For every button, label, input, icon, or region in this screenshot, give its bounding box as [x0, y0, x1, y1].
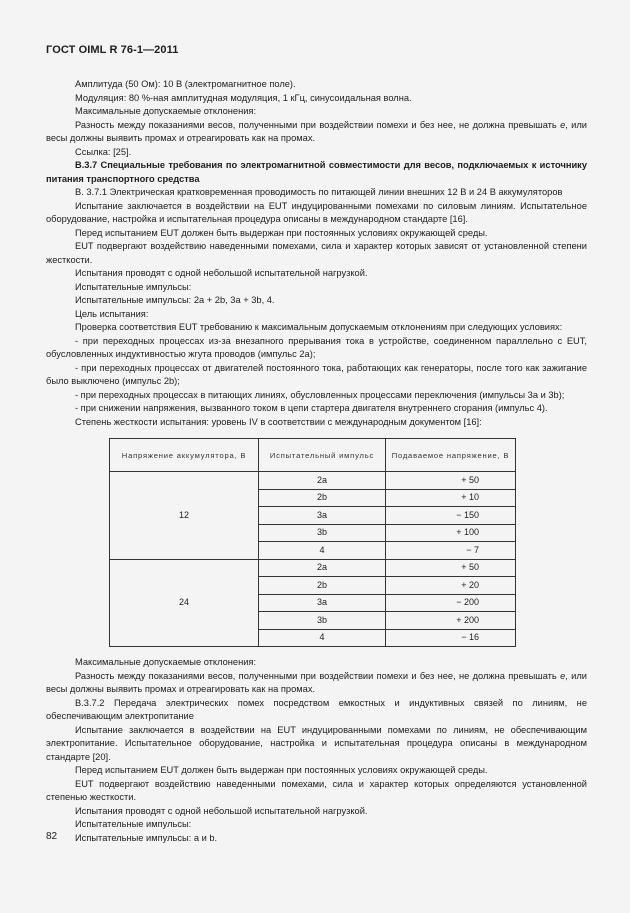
pulse-cell: 4 — [259, 629, 386, 647]
max-deviation-label: Максимальные допускаемые отклонения: — [75, 106, 257, 116]
preconditioning-2: Перед испытанием EUT должен быть выдержан при постоянных условиях окружающей среды. — [75, 765, 488, 775]
pulse-cell: 3a — [259, 507, 386, 525]
pulses-label-2: Испытательные импульсы: — [75, 819, 192, 829]
max-deviation-label-2: Максимальные допускаемые отклонения: — [75, 657, 257, 667]
test-description-2: Испытание заключается в воздействии на EUT индуцированными помехами по линиям, не обеспечивающим электропитание. Испытательное оборудование, настройка и испытательная процедура описаны в международном стандарте [20]. — [46, 724, 587, 762]
page-number: 82 — [46, 831, 58, 842]
voltage-cell: + 10 — [386, 489, 516, 507]
bullet-item: - при переходных процессах из-за внезапного прерывания тока в устройстве, соединенном параллельно с EUT, обусловленных индуктивностью жгута проводов (импульс 2a); — [46, 335, 587, 359]
pulse-cell: 3b — [259, 612, 386, 630]
load-1: Испытания проводят с одной небольшой испытательной нагрузкой. — [75, 268, 368, 278]
amplitude-line: Амплитуда (50 Ом): 10 В (электромагнитное поле). — [75, 79, 296, 89]
document-body — [46, 78, 587, 845]
voltage-cell: + 20 — [386, 577, 516, 595]
voltage-cell: − 7 — [386, 542, 516, 560]
table-row — [110, 472, 516, 490]
voltage-cell: + 50 — [386, 472, 516, 490]
voltage-cell: − 150 — [386, 507, 516, 525]
header-test-pulse: Испытательный импульс — [259, 439, 386, 472]
pulse-cell: 4 — [259, 542, 386, 560]
difference-paragraph-2: Разность между показаниями весов, полученными при воздействии помехи и без нее, не должна превышать e, или весы должны выявить промах и отреагировать как на промах. — [46, 670, 587, 694]
test-description-1: Испытание заключается в воздействии на EUT индуцированными помехами по силовым линиям. Испытательное оборудование, настройка и испытательная процедура описаны в международном стандарте [16]. — [46, 200, 587, 224]
bullet-item: - при снижении напряжения, вызванного током в цепи стартера двигателя внутреннего сгорания (импульс 4). — [75, 403, 548, 413]
document-header: ГОСТ OIML R 76-1—2011 — [46, 44, 179, 56]
section-b372-title: B.3.7.2 Передача электрических помех посредством емкостных и индуктивных связей по линиям, не обеспечивающим электропитание — [46, 697, 587, 721]
section-b37-title: B.3.7 Специальные требования по электромагнитной совместимости для весов, подключаемых к источнику питания транспортного средства — [46, 160, 587, 184]
bullet-item: - при переходных процессах от двигателей постоянного тока, работающих как генераторы, после того как зажигание было выключено (импульс 2b); — [46, 362, 587, 386]
pulse-cell: 2a — [259, 559, 386, 577]
battery-voltage-cell: 12 — [110, 472, 259, 560]
pulse-cell: 2b — [259, 577, 386, 595]
table-row — [110, 559, 516, 577]
check-paragraph: Проверка соответствия EUT требованию к максимальным допускаемым отклонениям при следующих условиях: — [75, 322, 563, 332]
pulse-cell: 3b — [259, 524, 386, 542]
severity-level: Степень жесткости испытания: уровень IV в соответствии с международным документом [16]: — [75, 416, 482, 427]
load-2: Испытания проводят с одной небольшой испытательной нагрузкой. — [75, 805, 368, 816]
header-battery-voltage: Напряжение аккумулятора, В — [110, 439, 259, 472]
voltage-cell: + 100 — [386, 524, 516, 542]
pulse-cell: 2b — [259, 489, 386, 507]
voltage-cell: − 16 — [386, 629, 516, 647]
bullet-item: - при переходных процессах в питающих линиях, обусловленных процессами переключения (импульсы 3a и 3b); — [75, 389, 565, 400]
pulses-list-1: Испытательные импульсы: 2a + 2b, 3a + 3b, 4. — [75, 295, 275, 305]
table-header-row — [110, 439, 516, 472]
header-applied-voltage: Подаваемое напряжение, В — [386, 439, 516, 472]
voltage-cell: + 50 — [386, 559, 516, 577]
section-b371-title: B. 3.7.1 Электрическая кратковременная проводимость по питающей линии внешних 12 В и 24 В аккумуляторов — [75, 187, 563, 197]
voltage-cell: + 200 — [386, 612, 516, 630]
pulse-cell: 2a — [259, 472, 386, 490]
preconditioning-1: Перед испытанием EUT должен быть выдержан при постоянных условиях окружающей среды. — [75, 227, 488, 238]
pulses-list-2: Испытательные импульсы: a и b. — [75, 832, 218, 843]
battery-voltage-cell: 24 — [110, 559, 259, 647]
pulse-table — [109, 438, 516, 647]
modulation-line: Модуляция: 80 %-ная амплитудная модуляция, 1 кГц, синусоидальная волна. — [75, 92, 412, 103]
reference-line: Ссылка: [25]. — [75, 146, 132, 157]
pulse-cell: 3a — [259, 594, 386, 612]
pulses-label-1: Испытательные импульсы: — [75, 281, 192, 292]
disturbance-1: EUT подвергают воздействию наведенными помехами, сила и характер которых зависят от установленной степени жесткости. — [46, 241, 587, 265]
difference-paragraph: Разность между показаниями весов, полученными при воздействии помехи и без нее, не должна превышать e, или весы должны выявить промах и отреагировать как на промах. — [46, 119, 587, 143]
disturbance-2: EUT подвергают воздействию наведенными помехами, сила и характер которых определяются установленной степенью жесткости. — [46, 778, 587, 802]
purpose-label: Цель испытания: — [75, 308, 149, 319]
voltage-cell: − 200 — [386, 594, 516, 612]
